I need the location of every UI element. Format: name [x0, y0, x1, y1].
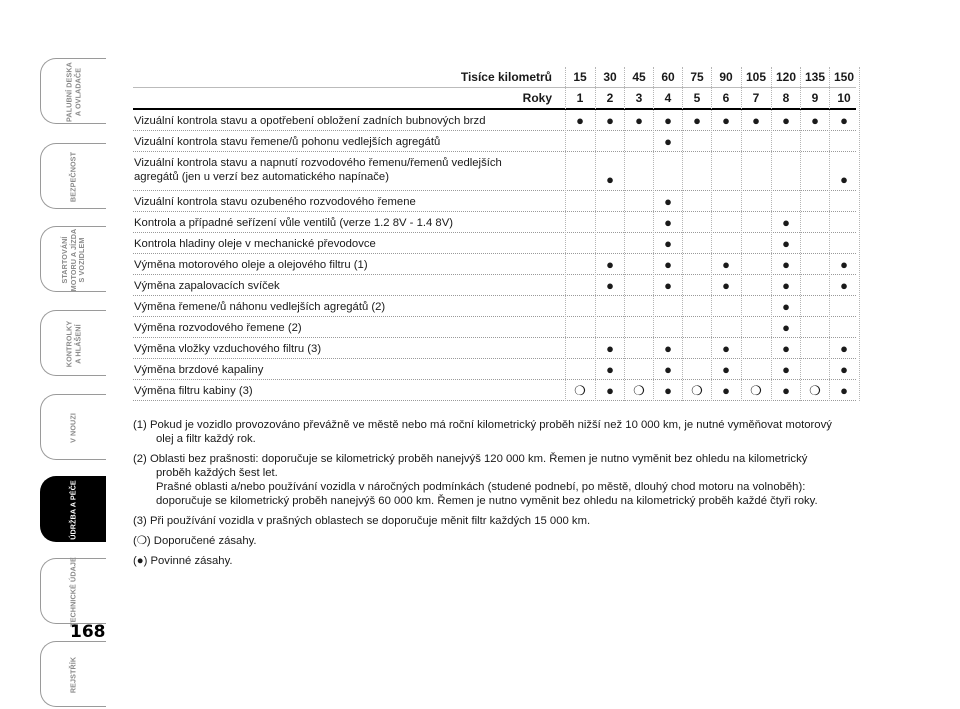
mandatory-mark: ●	[606, 341, 614, 356]
mandatory-mark: ●	[840, 257, 848, 272]
mandatory-mark: ●	[664, 383, 672, 398]
mandatory-mark: ●	[576, 113, 584, 128]
mandatory-mark: ●	[606, 383, 614, 398]
table-row	[133, 233, 856, 254]
footnote-text: (2) Oblasti bez prašnosti: doporučuje se kilometrický proběh nanejvýš 120 000 km. Řemen je nutno vyměnit bez ohledu na kilometrický	[133, 453, 808, 465]
table-row	[133, 191, 856, 212]
km-column-header: 135	[804, 70, 826, 84]
mandatory-mark: ●	[606, 113, 614, 128]
year-column-header: 4	[664, 91, 672, 105]
mandatory-mark: ●	[722, 383, 730, 398]
year-column-header: 8	[782, 91, 790, 105]
page-number: 168	[70, 622, 106, 642]
footnote	[133, 514, 858, 528]
km-column-header: 90	[719, 70, 733, 84]
chapter-tab-label: ÚDRŽBA A PÉČE	[68, 480, 78, 540]
chapter-tab-label: KONTROLKY A HLÁŠENÍ	[64, 320, 82, 368]
mandatory-mark: ●	[664, 278, 672, 293]
mandatory-mark: ●	[606, 362, 614, 377]
mandatory-mark: ●	[722, 113, 730, 128]
mandatory-mark: ●	[606, 278, 614, 293]
year-column-header: 9	[811, 91, 819, 105]
footnote-text: (❍) Doporučené zásahy.	[133, 535, 257, 547]
row-label: Vizuální kontrola stavu řemene/ů pohonu vedlejších agregátů	[134, 136, 441, 148]
mandatory-mark: ●	[782, 320, 790, 335]
years-header-row	[133, 88, 856, 110]
column-divider	[595, 67, 596, 401]
maintenance-schedule-table	[133, 67, 856, 401]
mandatory-mark: ●	[664, 215, 672, 230]
row-label: Výměna filtru kabiny (3)	[134, 385, 253, 397]
footnote-text: (3) Při používání vozidla v prašných oblastech se doporučuje měnit filtr každých 15 000 km.	[133, 515, 591, 527]
year-column-header: 5	[693, 91, 701, 105]
chapter-tab-label: TECHNICKÉ ÚDAJE	[68, 557, 78, 627]
mandatory-mark: ●	[782, 278, 790, 293]
mandatory-mark: ●	[840, 278, 848, 293]
table-row	[133, 296, 856, 317]
column-divider	[829, 67, 830, 401]
footnote-text: (1) Pokud je vozidlo provozováno převážně ve městě nebo má roční kilometrický proběh nižší než 10 000 km, je nutné vyměňovat motorový	[133, 419, 832, 431]
footnote-continuation: proběh každých šest let.	[156, 467, 278, 479]
table-row	[133, 359, 856, 380]
column-divider	[741, 67, 742, 401]
mandatory-mark: ●	[840, 383, 848, 398]
mandatory-mark: ●	[840, 362, 848, 377]
table-row	[133, 254, 856, 275]
row-label: Výměna vložky vzduchového filtru (3)	[134, 343, 322, 355]
row-label: Kontrola hladiny oleje v mechanické převodovce	[134, 238, 376, 250]
column-divider	[682, 67, 683, 401]
year-column-header: 7	[752, 91, 760, 105]
mandatory-mark: ●	[664, 341, 672, 356]
mandatory-mark: ●	[664, 113, 672, 128]
column-divider	[565, 67, 566, 401]
row-label: Výměna brzdové kapaliny	[134, 364, 264, 376]
row-label: Kontrola a případné seřízení vůle ventilů (verze 1.2 8V - 1.4 8V)	[134, 217, 453, 229]
km-column-header: 105	[745, 70, 767, 84]
mandatory-mark: ●	[664, 236, 672, 251]
chapter-tab[interactable]	[40, 143, 106, 209]
chapter-tab[interactable]	[40, 641, 106, 707]
row-label: Vizuální kontrola stavu a opotřebení obložení zadních bubnových brzd	[134, 115, 486, 127]
km-column-header: 30	[603, 70, 617, 84]
kilometers-header-row	[133, 67, 856, 88]
footnote	[133, 452, 858, 508]
mandatory-mark: ●	[664, 134, 672, 149]
chapter-tab[interactable]	[40, 310, 106, 376]
km-column-header: 60	[661, 70, 675, 84]
row-label: Výměna zapalovacích svíček	[134, 280, 280, 292]
mandatory-mark: ●	[782, 257, 790, 272]
footnote-continuation: Prašné oblasti a/nebo používání vozidla v náročných podmínkách (studené podnebí, po městě, dlouhý chod motoru na volnoběh):	[156, 481, 806, 493]
footnotes	[133, 418, 858, 574]
mandatory-mark: ●	[693, 113, 701, 128]
year-column-header: 2	[606, 91, 614, 105]
column-divider	[624, 67, 625, 401]
km-column-header: 15	[573, 70, 587, 84]
mandatory-mark: ●	[722, 341, 730, 356]
column-divider	[859, 67, 860, 401]
footnote	[133, 534, 858, 548]
chapter-tab[interactable]	[40, 557, 106, 627]
mandatory-mark: ●	[722, 257, 730, 272]
year-column-header: 10	[837, 91, 851, 105]
row-label: Výměna rozvodového řemene (2)	[134, 322, 302, 334]
mandatory-mark: ●	[782, 236, 790, 251]
table-row	[133, 338, 856, 359]
mandatory-mark: ●	[664, 362, 672, 377]
table-row	[133, 152, 856, 191]
mandatory-mark: ●	[782, 299, 790, 314]
year-column-header: 6	[722, 91, 730, 105]
column-divider	[771, 67, 772, 401]
chapter-tab[interactable]	[40, 394, 106, 460]
row-label: Výměna řemene/ů náhonu vedlejších agregátů (2)	[134, 301, 386, 313]
mandatory-mark: ●	[664, 257, 672, 272]
mandatory-mark: ●	[782, 383, 790, 398]
chapter-tab-label: REJSTŘÍK	[68, 656, 78, 694]
km-column-header: 45	[632, 70, 646, 84]
mandatory-mark: ●	[635, 113, 643, 128]
recommended-mark: ❍	[691, 383, 703, 398]
chapter-tab-label: V NOUZI	[68, 413, 78, 443]
mandatory-mark: ●	[782, 113, 790, 128]
chapter-tab[interactable]	[40, 58, 106, 124]
mandatory-mark: ●	[606, 172, 614, 187]
km-column-header: 75	[690, 70, 704, 84]
recommended-mark: ❍	[633, 383, 645, 398]
chapter-tab[interactable]	[40, 226, 106, 292]
mandatory-mark: ●	[782, 215, 790, 230]
mandatory-mark: ●	[840, 113, 848, 128]
column-divider	[711, 67, 712, 401]
km-column-header: 150	[833, 70, 855, 84]
recommended-mark: ❍	[574, 383, 586, 398]
year-column-header: 1	[576, 91, 584, 105]
mandatory-mark: ●	[840, 172, 848, 187]
year-column-header: 3	[635, 91, 643, 105]
chapter-tab-label: STARTOVÁNÍ MOTORU A JÍZDA S VOZIDLEM	[60, 228, 87, 292]
column-divider	[653, 67, 654, 401]
footnote-continuation: olej a filtr každý rok.	[156, 433, 256, 445]
recommended-mark: ❍	[750, 383, 762, 398]
table-row	[133, 110, 856, 131]
table-row	[133, 317, 856, 338]
footnote-text: (●) Povinné zásahy.	[133, 555, 233, 567]
footnote	[133, 418, 858, 446]
mandatory-mark: ●	[722, 362, 730, 377]
row-label: Vizuální kontrola stavu ozubeného rozvodového řemene	[134, 196, 416, 208]
table-row	[133, 131, 856, 152]
row-label: Výměna motorového oleje a olejového filtru (1)	[134, 259, 368, 271]
chapter-tab-label: BEZPEČNOST	[68, 151, 78, 203]
kilometers-header-label: Tisíce kilometrů	[460, 70, 552, 84]
row-label: Vizuální kontrola stavu a napnutí rozvodového řemenu/řemenů vedlejších agregátů (jen u verzí bez automatického napínače)	[134, 157, 502, 183]
table-row	[133, 380, 856, 401]
column-divider	[800, 67, 801, 401]
mandatory-mark: ●	[782, 362, 790, 377]
mandatory-mark: ●	[840, 341, 848, 356]
footnote-continuation: doporučuje se kilometrický proběh nanejvýš 60 000 km. Řemen je nutno vyměnit bez ohledu na kilometrický proběh každé čtyři roky.	[156, 495, 818, 507]
mandatory-mark: ●	[664, 194, 672, 209]
mandatory-mark: ●	[606, 257, 614, 272]
mandatory-mark: ●	[811, 113, 819, 128]
years-header-label: Roky	[522, 91, 552, 105]
km-column-header: 120	[775, 70, 797, 84]
footnote	[133, 554, 858, 568]
chapter-tab[interactable]	[40, 476, 106, 542]
table-row	[133, 212, 856, 233]
table-row	[133, 275, 856, 296]
mandatory-mark: ●	[782, 341, 790, 356]
recommended-mark: ❍	[809, 383, 821, 398]
mandatory-mark: ●	[752, 113, 760, 128]
chapter-tab-label: PALUBNÍ DESKA A OVLADAČE	[64, 62, 82, 122]
mandatory-mark: ●	[722, 278, 730, 293]
